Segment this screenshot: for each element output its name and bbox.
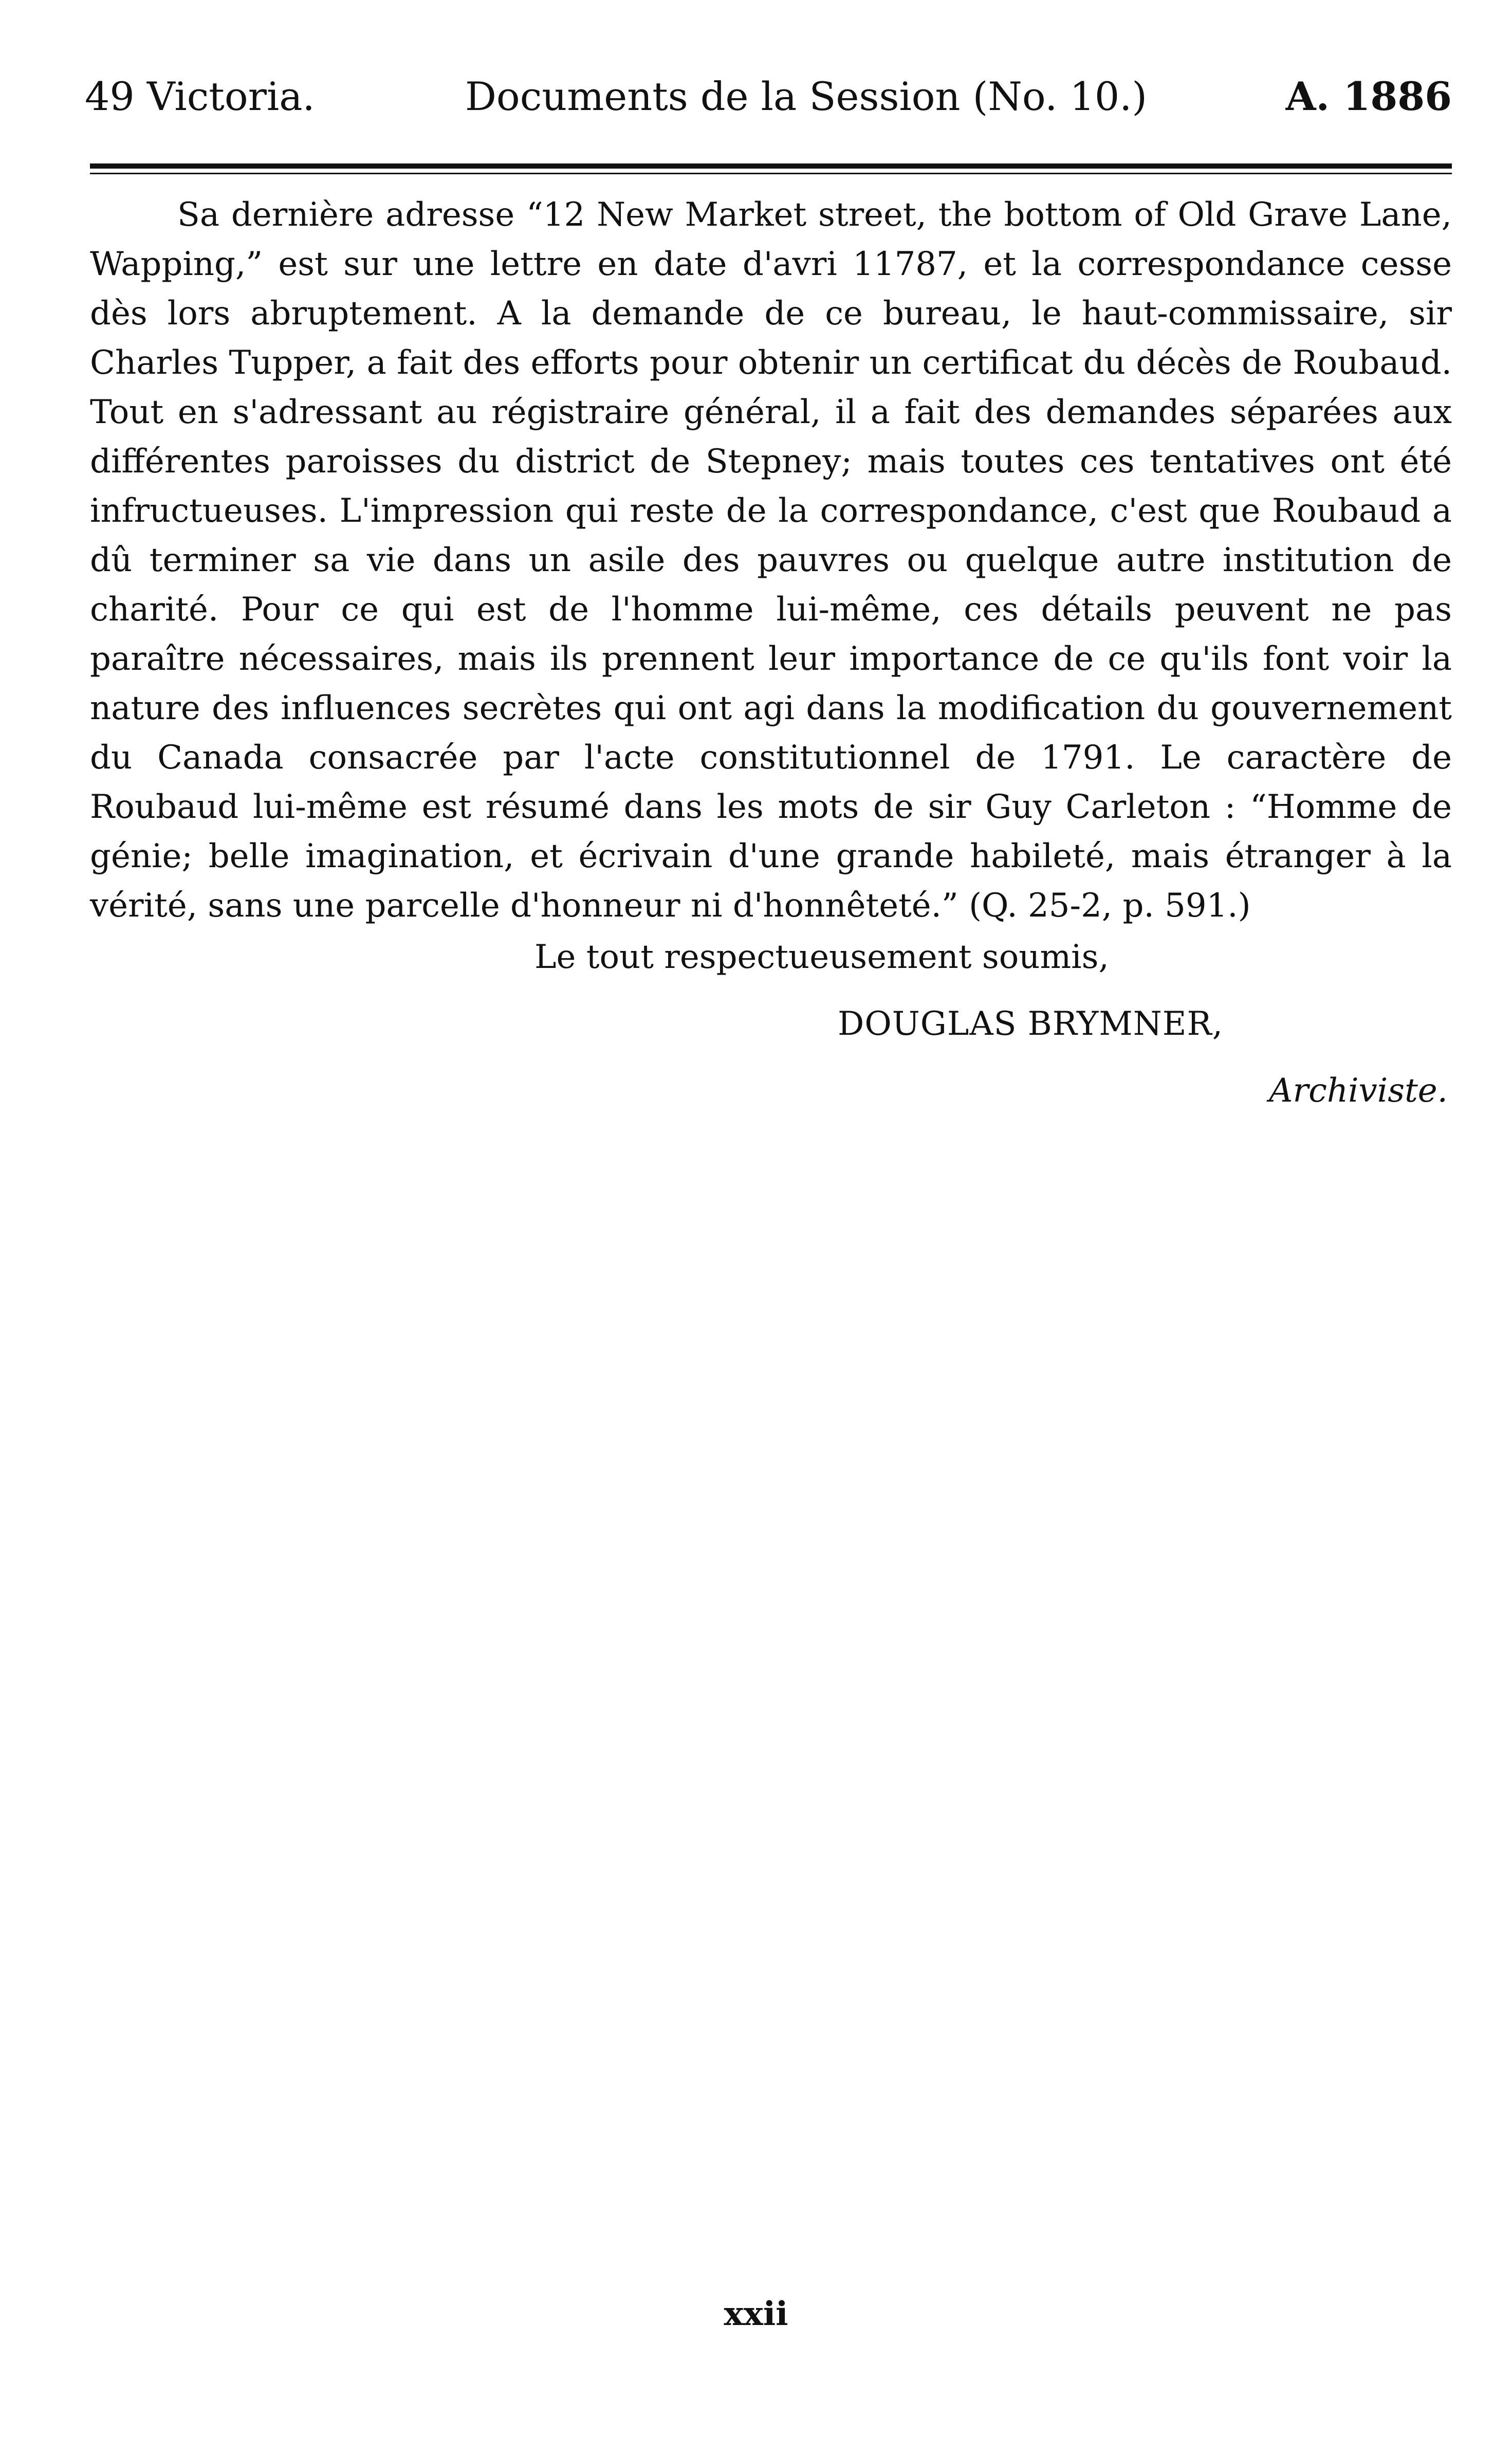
header-right: A. 1886 bbox=[1285, 74, 1452, 119]
body-paragraph: Sa dernière adresse “12 New Market street, the bottom of Old Grave Lane, Wapping,” est sur une lettre en date d'avri 11787, et la correspondance cesse dès lors abruptement. A la demande de ce bureau, le haut-commissaire, sir Charles Tupper, a fait des efforts pour obtenir un certificat du décès de Roubaud. Tout en s'adressant au régistraire général, il a fait des demandes séparées aux différentes paroisses du district de Stepney; mais toutes ces tentatives ont été infructueuses. L'impression qui reste de la correspondance, c'est que Roubaud a dû terminer sa vie dans un asile des pauvres ou quelque autre institution de charité. Pour ce qui est de l'homme lui-même, ces détails peuvent ne pas paraître nécessaires, mais ils prennent leur importance de ce qu'ils font voir la nature des influences secrètes qui ont agi dans la modification du gouvernement du Canada consacrée par l'acte constitutionnel de 1791. Le caractère de Roubaud lui-même est résumé dans les mots de sir Guy Carleton : “Homme de génie; belle imagination, et écrivain d'une grande habileté, mais étranger à la vérité, sans une parcelle d'honneur ni d'honnêteté.” (Q. 25-2, p. 591.) bbox=[90, 196, 1452, 925]
page-number: xxii bbox=[724, 2295, 788, 2333]
header-rule-thin bbox=[90, 173, 1452, 174]
body-text bbox=[90, 190, 1452, 930]
header-left: 49 Victoria. bbox=[85, 74, 315, 119]
signature-name: DOUGLAS BRYMNER, bbox=[838, 1005, 1224, 1043]
signature-role: Archiviste. bbox=[1269, 1072, 1448, 1110]
closing-line: Le tout respectueusement soumis, bbox=[534, 938, 1109, 976]
page-header bbox=[85, 74, 1452, 139]
header-title: Documents de la Session (No. 10.) bbox=[465, 74, 1148, 119]
header-rule-thick bbox=[90, 163, 1452, 169]
